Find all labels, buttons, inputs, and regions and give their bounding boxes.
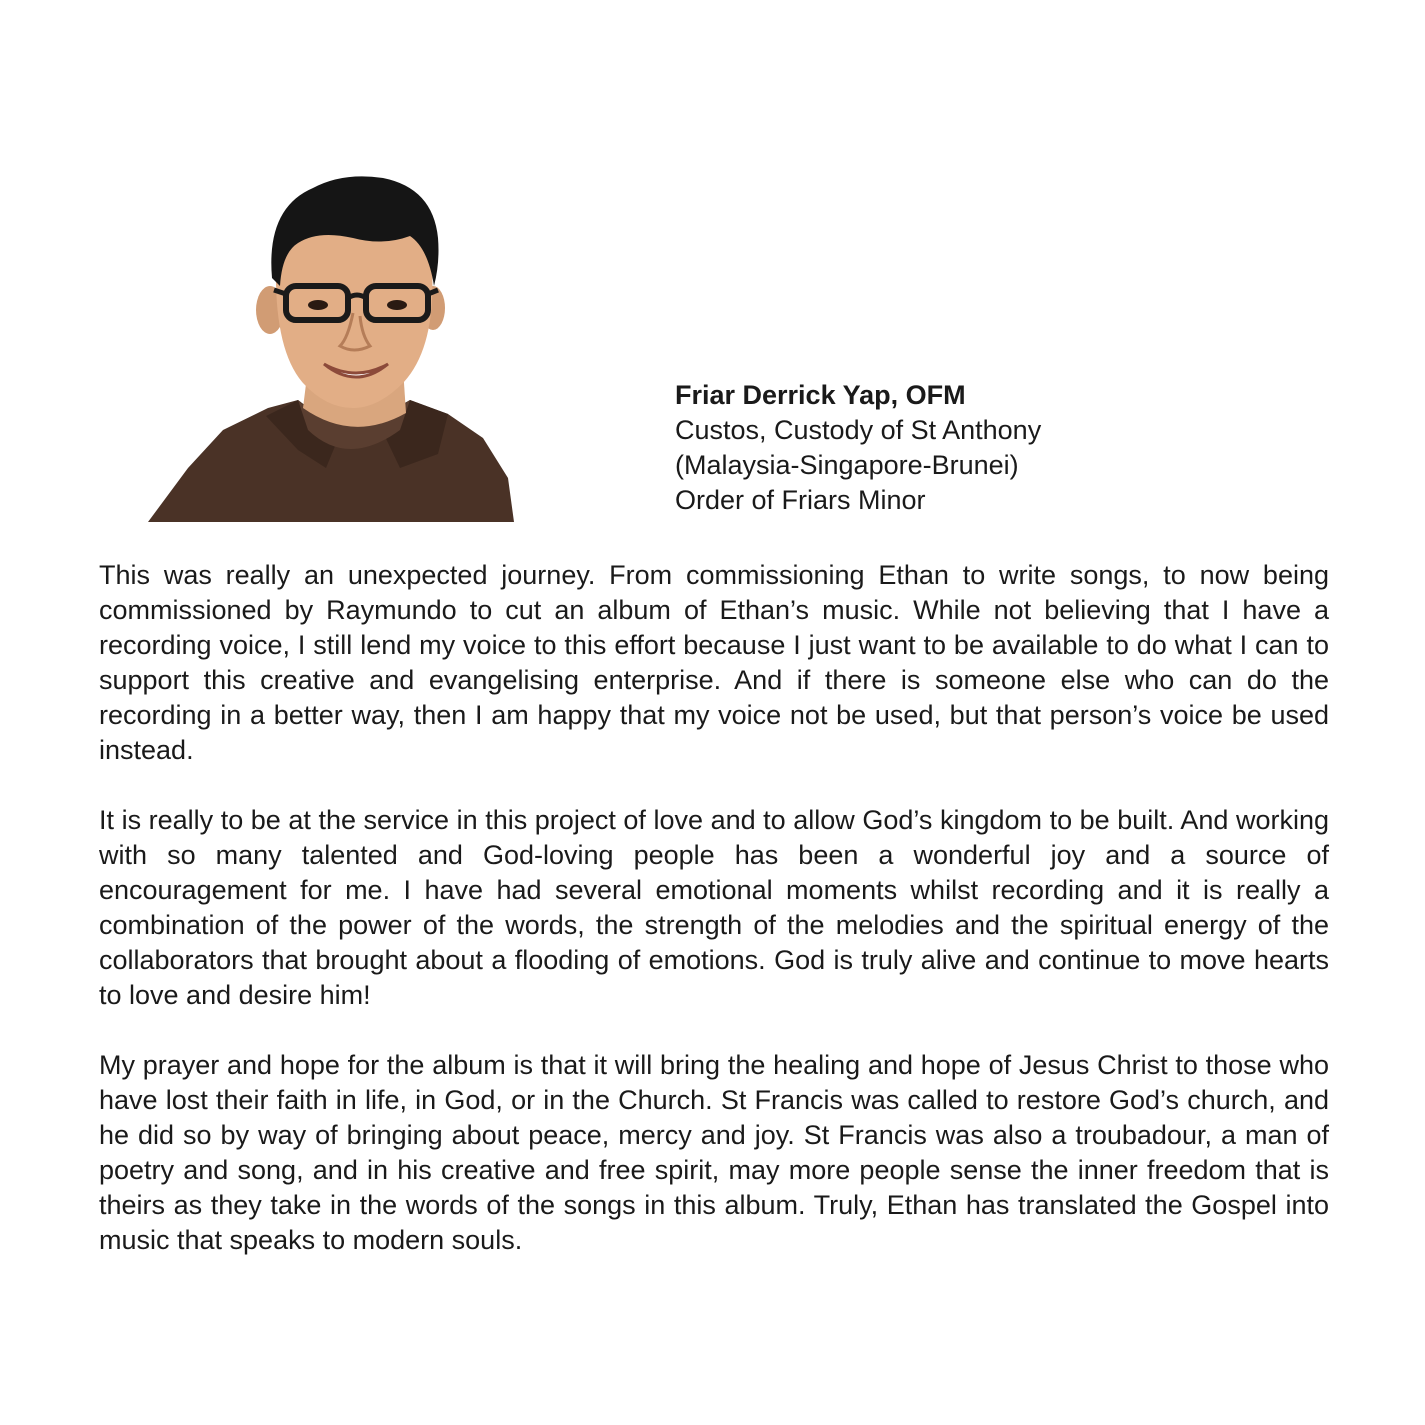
author-bio [675, 378, 1315, 518]
paragraph-2: It is really to be at the service in this project of love and to allow God’s kingdom to be built. And working with so many talented and God-loving people has been a wonderful joy and a source of encouragement for me. I have had several emotional moments whilst recording and it is really a combination of the power of the words, the strength of the melodies and the spiritual energy of the collaborators that brought about a flooding of emotions. God is truly alive and continue to move hearts to love and desire him! [99, 805, 1329, 1010]
testimonial-body [99, 558, 1329, 1293]
paragraph-1: This was really an unexpected journey. From commissioning Ethan to write songs, to now being commissioned by Raymundo to cut an album of Ethan’s music. While not believing that I have a recording voice, I still lend my voice to this effort because I just want to be available to do what I can to support this creative and evangelising enterprise. And if there is someone else who can do the recording in a better way, then I am happy that my voice not be used, but that person’s voice be used instead. [99, 560, 1329, 765]
author-title-region: (Malaysia-Singapore-Brunei) [675, 450, 1019, 480]
author-name: Friar Derrick Yap, OFM [675, 380, 966, 410]
author-title-order: Order of Friars Minor [675, 485, 926, 515]
author-title-custos: Custos, Custody of St Anthony [675, 415, 1042, 445]
portrait-photo [148, 168, 514, 522]
paragraph-3: My prayer and hope for the album is that it will bring the healing and hope of Jesus Christ to those who have lost their faith in life, in God, or in the Church. St Francis was called to restore God’s church, and he did so by way of bringing about peace, mercy and joy. St Francis was also a troubadour, a man of poetry and song, and in his creative and free spirit, may more people sense the inner freedom that is theirs as they take in the words of the songs in this album. Truly, Ethan has translated the Gospel into music that speaks to modern souls. [99, 1050, 1329, 1255]
